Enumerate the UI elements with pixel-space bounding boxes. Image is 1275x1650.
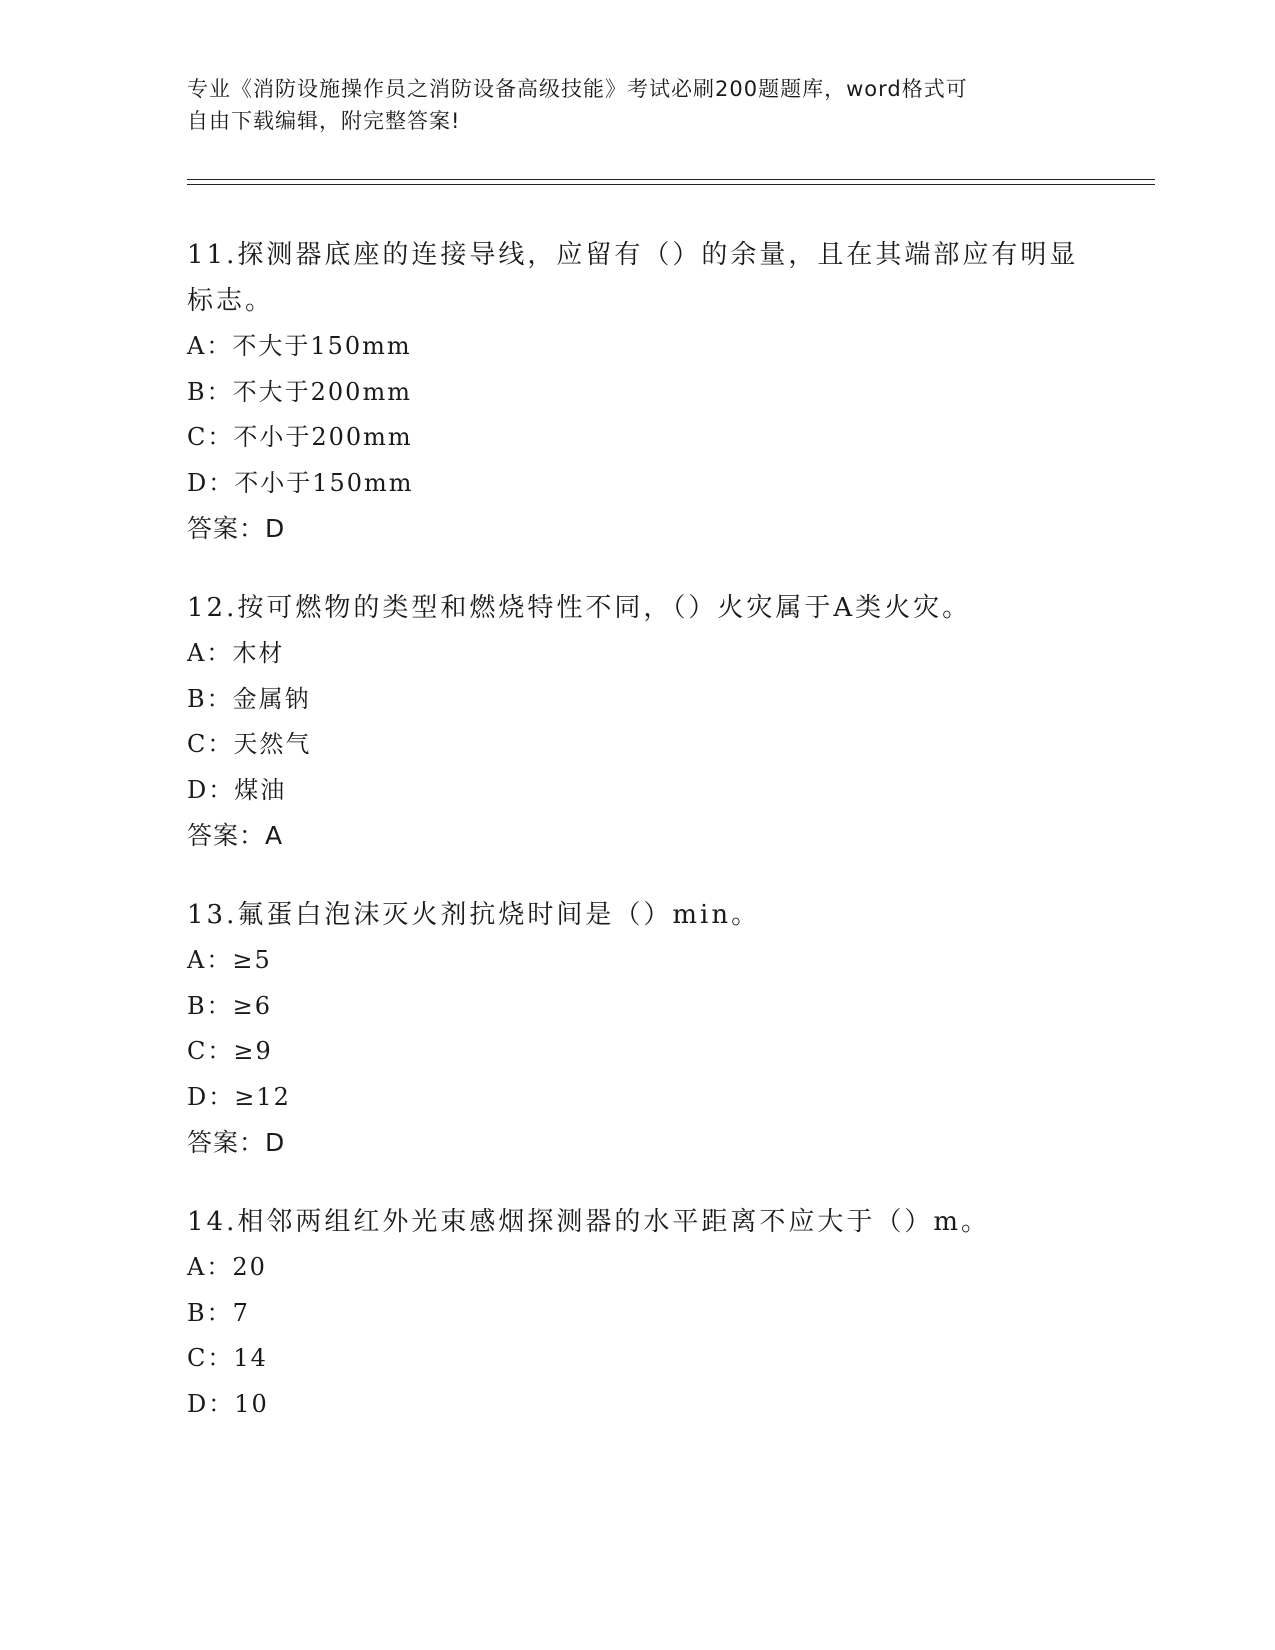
- option-c: C：≥9: [187, 1037, 273, 1065]
- option-b: B：金属钠: [187, 684, 311, 713]
- header-divider-bottom: [187, 184, 1155, 185]
- option-d: D：≥12: [187, 1082, 291, 1111]
- answer: 答案：D: [187, 1128, 286, 1157]
- header-line-1: 专业《消防设施操作员之消防设备高级技能》考试必刷200题题库，word格式可: [187, 77, 968, 101]
- question-list: [187, 232, 1087, 1460]
- question-12: [187, 585, 1087, 859]
- question-stem: 13.氟蛋白泡沫灭火剂抗烧时间是（）min。: [187, 900, 761, 930]
- option-c: C：天然气: [187, 730, 312, 758]
- document-header: [187, 73, 1087, 137]
- option-a: A：≥5: [187, 946, 272, 974]
- question-stem-continued: 标志。: [187, 286, 275, 316]
- answer: 答案：A: [187, 821, 284, 850]
- option-d: D：煤油: [187, 775, 287, 804]
- option-d: D：不小于150mm: [187, 468, 414, 497]
- option-c: C：不小于200mm: [187, 423, 413, 451]
- question-stem: 12.按可燃物的类型和燃烧特性不同，（）火灾属于A类火灾。: [187, 593, 972, 623]
- question-stem: 14.相邻两组红外光束感烟探测器的水平距离不应大于（）m。: [187, 1207, 991, 1237]
- header-line-2: 自由下载编辑，附完整答案!: [187, 109, 461, 133]
- question-11: [187, 232, 1087, 552]
- option-b: B：不大于200mm: [187, 377, 412, 406]
- option-a: A：不大于150mm: [187, 332, 412, 360]
- header-divider-top: [187, 179, 1155, 180]
- option-b: B：≥6: [187, 991, 273, 1020]
- option-d: D：10: [187, 1389, 269, 1418]
- answer: 答案：D: [187, 514, 286, 543]
- question-stem: 11.探测器底座的连接导线，应留有（）的余量，且在其端部应有明显: [187, 240, 1079, 270]
- option-a: A：20: [187, 1253, 267, 1281]
- question-13: [187, 892, 1087, 1166]
- question-14: [187, 1199, 1087, 1427]
- option-a: A：木材: [187, 639, 285, 667]
- option-b: B：7: [187, 1298, 250, 1327]
- option-c: C：14: [187, 1344, 268, 1372]
